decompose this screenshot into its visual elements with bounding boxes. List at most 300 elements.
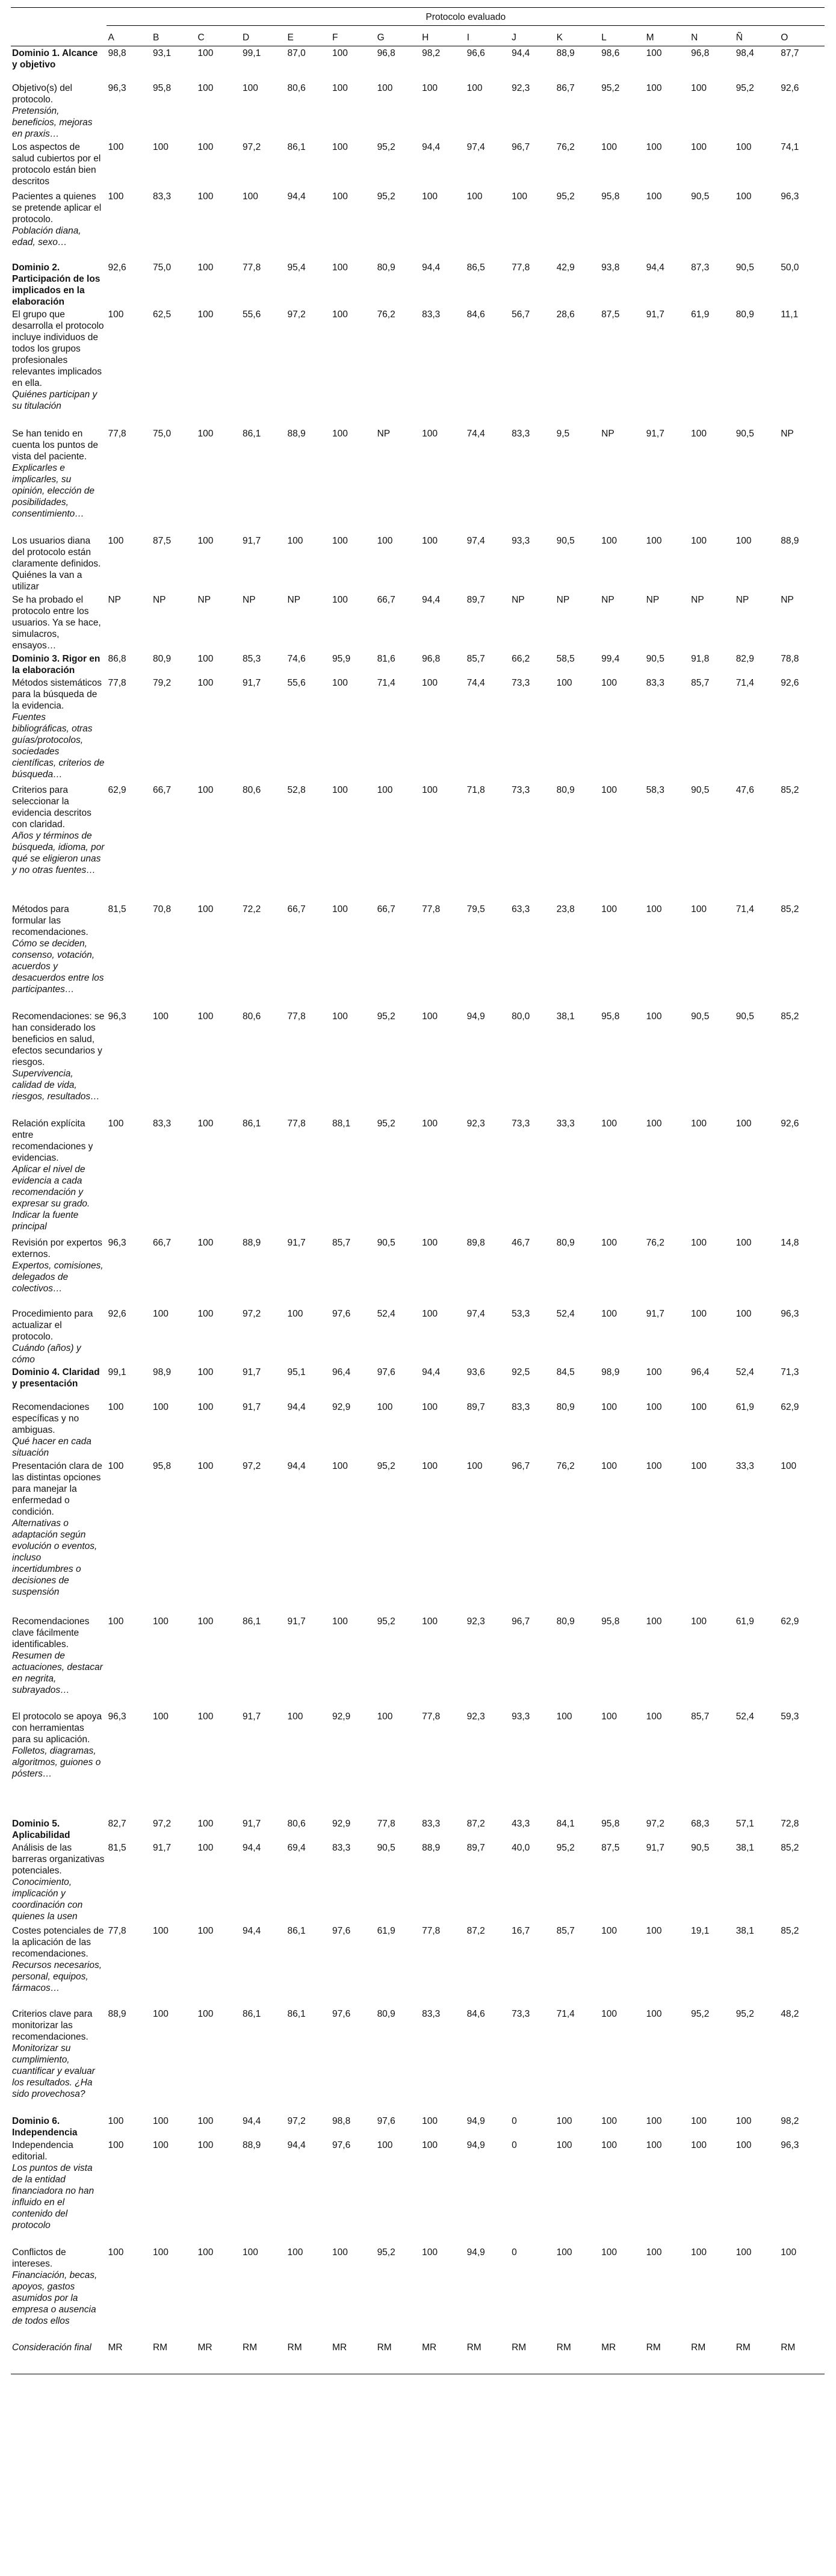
score-cell: 33,3 [735,1460,754,1471]
score-cell: 83,3 [422,2008,441,2019]
score-cell: 62,9 [108,784,126,795]
score-cell: 100 [601,2140,618,2150]
row-item-cell [11,1400,107,1459]
evaluation-table [11,7,825,2374]
score-cell: RM [779,2341,825,2374]
row-item-cell [11,81,107,140]
score-cell: 92,6 [108,1308,126,1319]
score-cell: 100 [332,535,348,546]
score-cell: 100 [422,428,438,439]
score-cell: 100 [646,535,662,546]
score-cell: 79,5 [466,904,485,914]
score-cell: 75,0 [152,262,172,273]
table-row [11,2007,825,2114]
score-cell: 40,0 [512,1842,530,1853]
score-cell: 100 [601,1460,618,1471]
score-cell: 0 [512,2115,517,2126]
table-row [11,1459,825,1615]
protocol-group-header: Protocolo evaluado [107,8,825,26]
score-cell: 88,9 [243,2140,261,2150]
score-cell: 91,7 [243,677,261,688]
score-cell: 97,4 [466,141,485,152]
score-cell: 100 [691,1401,707,1412]
score-cell: 100 [691,904,707,914]
table-row [11,427,825,534]
score-cell: 52,4 [735,1711,754,1722]
score-cell: 87,5 [152,535,172,546]
score-cell: 91,7 [287,1237,306,1248]
item-title: Métodos sistemáticos para la búsqueda de la evidencia. [12,677,102,711]
score-cell: 100 [108,1401,124,1412]
score-cell: 77,8 [287,1011,306,1022]
score-cell: 100 [197,2115,214,2126]
score-cell: 71,4 [556,2008,575,2019]
score-cell: 80,9 [377,262,395,273]
score-cell: 97,6 [332,1925,351,1936]
score-cell: 89,7 [466,1401,485,1412]
domain-row [11,261,825,308]
item-title: El protocolo se apoya con herramientas para su aplicación. [12,1711,102,1745]
score-cell: 100 [332,594,348,605]
column-header-0: A [107,26,152,46]
item-title: Métodos para formular las recomendaciones. [12,904,88,937]
score-cell: 66,7 [152,784,172,795]
score-cell: 100 [601,1118,618,1129]
score-cell: NP [512,594,525,605]
score-cell: 87,5 [601,1842,620,1853]
score-cell: NP [601,594,615,605]
score-cell: 100 [377,2140,393,2150]
score-cell: 100 [152,1616,169,1627]
score-cell: 71,3 [781,1367,799,1377]
table-row [11,1400,825,1459]
item-description: Folletos, diagramas, algoritmos, guiones o pósters… [12,1745,101,1779]
score-cell: RM [645,2341,690,2374]
score-cell: 91,7 [243,1711,261,1722]
score-cell: 91,7 [646,1308,664,1319]
score-cell: 100 [691,2247,707,2258]
row-item-cell [11,1117,107,1236]
row-item-cell [11,46,107,81]
score-cell: 82,9 [735,653,754,664]
score-cell: 85,7 [466,653,485,664]
score-cell: 85,7 [691,1711,710,1722]
score-cell: NP [197,594,211,605]
item-title: Los usuarios diana del protocolo están claramente definidos. Quiénes la van a utilizar [12,535,101,592]
column-header-10: K [556,26,601,46]
score-cell: 89,8 [466,1237,485,1248]
score-cell: 100 [332,428,348,439]
score-cell: 97,6 [332,2140,351,2150]
table-row [11,2138,825,2245]
score-cell: 99,4 [601,653,620,664]
score-cell: 94,9 [466,1011,485,1022]
score-cell: 100 [197,1118,214,1129]
score-cell: 100 [646,1460,662,1471]
score-cell: 76,2 [556,141,575,152]
score-cell: 100 [152,1711,169,1722]
score-cell: 100 [422,1401,438,1412]
score-cell: 98,9 [152,1367,172,1377]
score-cell: 95,2 [377,1118,395,1129]
score-cell: 100 [646,1616,662,1627]
score-cell: 76,2 [556,1460,575,1471]
score-cell: 94,4 [512,48,530,58]
score-cell: 88,9 [556,48,575,58]
score-cell: 73,3 [512,784,530,795]
score-cell: 94,4 [422,594,441,605]
score-cell: 33,3 [556,1118,575,1129]
score-cell: 96,7 [512,1460,530,1471]
item-description: Pretensión, beneficios, mejoras en praxis… [12,105,93,139]
score-cell: 100 [197,1308,214,1319]
score-cell: 86,5 [466,262,485,273]
score-cell: 100 [152,141,169,152]
score-cell: 100 [152,2115,169,2126]
score-cell: 100 [197,1925,214,1936]
score-cell: 93,3 [512,535,530,546]
score-cell: 85,2 [781,1011,799,1022]
score-cell: 0 [512,2247,517,2258]
score-cell: 100 [601,1711,618,1722]
score-cell: 80,9 [556,1616,575,1627]
item-description: Consideración final [12,2342,91,2353]
score-cell: 96,3 [108,1011,126,1022]
score-cell: 83,3 [152,191,172,202]
table-row [11,1710,825,1817]
score-cell: 90,5 [691,191,710,202]
table-row [11,1615,825,1710]
score-cell: 66,7 [377,594,395,605]
score-cell: 89,7 [466,1842,485,1853]
score-cell: 73,3 [512,677,530,688]
item-description: Conocimiento, implicación y coordinación con quienes la usen [12,1876,83,1922]
score-cell: 83,3 [332,1842,351,1853]
score-cell: MR [421,2341,466,2374]
score-cell: NP [287,594,301,605]
score-cell: 96,7 [512,141,530,152]
header-item-cell [11,26,107,46]
score-cell: 97,4 [466,1308,485,1319]
score-cell: 94,4 [287,191,306,202]
score-cell: 98,8 [332,2115,351,2126]
item-title: Presentación clara de las distintas opciones para manejar la enfermedad o condición. [12,1460,102,1517]
item-title: Recomendaciones clave fácilmente identificables. [12,1616,90,1650]
item-description: Supervivencia, calidad de vida, riesgos, resultados… [12,1068,100,1102]
score-cell: 98,2 [422,48,441,58]
score-cell: 52,4 [735,1367,754,1377]
score-cell: 100 [332,784,348,795]
item-title: Se ha probado el protocolo entre los usuarios. Ya se hace, simulacros, ensayos… [12,594,101,651]
score-cell: 91,8 [691,653,710,664]
score-cell: 100 [197,82,214,93]
score-cell: 80,6 [287,82,306,93]
score-cell: RM [735,2341,780,2374]
table-row [11,2245,825,2341]
score-cell: 100 [422,1460,438,1471]
score-cell: 100 [556,677,572,688]
score-cell: 92,6 [781,1118,799,1129]
score-cell: RM [286,2341,332,2374]
score-cell: 97,2 [243,1308,261,1319]
score-cell: 48,2 [781,2008,799,2019]
score-cell: 100 [332,48,348,58]
score-cell: 96,3 [781,191,799,202]
column-header-15: O [779,26,825,46]
score-cell: 85,3 [243,653,261,664]
item-description: Expertos, comisiones, delegados de colectivos… [12,1260,104,1294]
table-row [11,593,825,652]
score-cell: 82,7 [108,1818,126,1829]
score-cell: 80,9 [556,1237,575,1248]
score-cell: 83,3 [646,677,664,688]
score-cell: 84,6 [466,2008,485,2019]
row-item-cell [11,1817,107,1841]
score-cell: 92,3 [512,82,530,93]
score-cell: 100 [512,191,527,202]
score-cell: 100 [197,1460,214,1471]
score-cell: 96,8 [691,48,710,58]
score-cell: 96,6 [466,48,485,58]
item-description: Resumen de actuaciones, destacar en negrita, subrayados… [12,1650,103,1695]
score-cell: 52,4 [556,1308,575,1319]
score-cell: 100 [197,2247,214,2258]
score-cell: 14,8 [781,1237,799,1248]
score-cell: 93,8 [601,262,620,273]
score-cell: 91,7 [287,1616,306,1627]
score-cell: 93,3 [512,1711,530,1722]
domain-row [11,1365,825,1400]
score-cell: 53,3 [512,1308,530,1319]
score-cell: 95,2 [377,1616,395,1627]
score-cell: 100 [152,1401,169,1412]
score-cell: 9,5 [556,428,570,439]
score-cell: 83,3 [512,1401,530,1412]
score-cell: 61,9 [691,309,710,320]
score-cell: 91,7 [152,1842,172,1853]
score-cell: 100 [646,1925,662,1936]
score-cell: 91,7 [243,1401,261,1412]
score-cell: 95,2 [377,191,395,202]
score-cell: 100 [466,82,483,93]
score-cell: 99,1 [243,48,261,58]
score-cell: 100 [108,2140,124,2150]
score-cell: 88,9 [781,535,799,546]
score-cell: 94,4 [422,141,441,152]
score-cell: 100 [646,2115,662,2126]
score-cell: 97,6 [377,1367,395,1377]
row-item-cell [11,1924,107,2007]
score-cell: 57,1 [735,1818,754,1829]
score-cell: 100 [735,191,752,202]
domain-title: Dominio 3. Rigor en la elaboración [12,653,101,675]
score-cell: 100 [197,428,214,439]
score-cell: 100 [691,428,707,439]
score-cell: 95,4 [287,262,306,273]
score-cell: 52,4 [377,1308,395,1319]
score-cell: 100 [108,141,124,152]
item-title: Criterios clave para monitorizar las recomendaciones. [12,2008,93,2042]
score-cell: 95,2 [377,1460,395,1471]
score-cell: 100 [646,82,662,93]
row-item-cell [11,427,107,534]
score-cell: 88,9 [287,428,306,439]
score-cell: 100 [197,653,214,664]
score-cell: 97,6 [332,1308,351,1319]
score-cell: 100 [332,2247,348,2258]
score-cell: 55,6 [243,309,261,320]
score-cell: 100 [646,1011,662,1022]
score-cell: 99,1 [108,1367,126,1377]
score-cell: 77,8 [108,428,126,439]
score-cell: 91,7 [646,309,664,320]
score-cell: 94,9 [466,2247,485,2258]
score-cell: 77,8 [108,677,126,688]
table-row [11,308,825,427]
score-cell: 100 [332,82,348,93]
score-cell: 100 [466,191,483,202]
item-description: Monitorizar su cumplimiento, cuantificar y evaluar los resultados. ¿Ha sido provechosa? [12,2043,95,2099]
score-cell: 100 [646,141,662,152]
score-cell: 100 [422,1118,438,1129]
score-cell: 100 [197,904,214,914]
table-row [11,1236,825,1307]
item-description: Población diana, edad, sexo… [12,225,81,247]
column-letters-header [11,26,825,46]
score-cell: 80,6 [243,784,261,795]
score-cell: 98,4 [735,48,754,58]
score-cell: 96,3 [108,1237,126,1248]
score-cell: 93,1 [152,48,172,58]
item-title: Recomendaciones: se han considerado los beneficios en salud, efectos secundarios y riesgos. [12,1011,105,1067]
score-cell: 100 [108,1616,124,1627]
score-cell: 85,7 [556,1925,575,1936]
score-cell: 92,3 [466,1118,485,1129]
score-cell: NP [108,594,122,605]
item-title: Análisis de las barreras organizativas potenciales. [12,1842,105,1876]
score-cell: 74,4 [466,428,485,439]
item-title: Criterios para seleccionar la evidencia descritos con claridad. [12,784,91,830]
table-row [11,2341,825,2374]
score-cell: 100 [735,2115,752,2126]
score-cell: MR [331,2341,376,2374]
column-header-2: C [197,26,242,46]
score-cell: 94,9 [466,2115,485,2126]
score-cell: 80,9 [556,1401,575,1412]
score-cell: 77,8 [108,1925,126,1936]
score-cell: 100 [152,2247,169,2258]
score-cell: 90,5 [646,653,664,664]
score-cell: 97,2 [287,309,306,320]
score-cell: 98,2 [781,2115,799,2126]
score-cell: 100 [108,2115,124,2126]
score-cell: 100 [197,1616,214,1627]
score-cell: 100 [601,2247,618,2258]
score-cell: 50,0 [781,262,799,273]
score-cell: 90,5 [691,1842,710,1853]
score-cell: NP [556,594,570,605]
score-cell: NP [377,428,391,439]
score-cell: 95,2 [377,141,395,152]
item-title: Pacientes a quienes se pretende aplicar el protocolo. [12,191,102,225]
row-item-cell [11,676,107,783]
item-title: Independencia editorial. [12,2140,73,2162]
score-cell: 71,4 [735,904,754,914]
item-title: Relación explícita entre recomendaciones y evidencias. [12,1118,93,1163]
table-row [11,902,825,1010]
score-cell: 38,1 [556,1011,575,1022]
score-cell: 97,6 [377,2115,395,2126]
table-row [11,783,825,902]
score-cell: 61,9 [377,1925,395,1936]
score-cell: 100 [152,1925,169,1936]
score-cell: 100 [691,2140,707,2150]
score-cell: 100 [108,309,124,320]
score-cell: 89,7 [466,594,485,605]
table-row [11,534,825,593]
item-description: Alternativas o adaptación según evolución o eventos, incluso incertidumbres o decisiones de suspensión [12,1518,98,1597]
score-cell: 95,1 [287,1367,306,1377]
score-cell: 100 [691,82,707,93]
score-cell: RM [510,2341,556,2374]
score-cell: 92,9 [332,1711,351,1722]
score-cell: 47,6 [735,784,754,795]
score-cell: 100 [422,535,438,546]
score-cell: 74,4 [466,677,485,688]
score-cell: 86,1 [287,2008,306,2019]
score-cell: 100 [108,1118,124,1129]
score-cell: 62,9 [781,1401,799,1412]
score-cell: 100 [377,784,393,795]
score-cell: 96,8 [422,653,441,664]
score-cell: 74,1 [781,141,799,152]
score-cell: RM [466,2341,511,2374]
domain-title: Dominio 1. Alcance y objetivo [12,48,98,70]
column-header-8: I [466,26,511,46]
score-cell: 77,8 [422,1925,441,1936]
score-cell: 100 [735,141,752,152]
score-cell: 86,1 [243,2008,261,2019]
row-item-cell [11,308,107,427]
score-cell: MR [107,2341,152,2374]
score-cell: 95,8 [152,1460,172,1471]
score-cell: 81,5 [108,904,126,914]
score-cell: 100 [332,1011,348,1022]
row-item-cell [11,1841,107,1924]
score-cell: 92,3 [466,1711,485,1722]
score-cell: 91,7 [646,428,664,439]
score-cell: 100 [691,535,707,546]
score-cell: 100 [556,2247,572,2258]
score-cell: 100 [332,904,348,914]
score-cell: 100 [332,1460,348,1471]
score-cell: 83,3 [422,309,441,320]
score-cell: 95,8 [601,191,620,202]
score-cell: 100 [332,677,348,688]
row-item-cell [11,2007,107,2114]
score-cell: 95,2 [691,2008,710,2019]
score-cell: 92,6 [781,677,799,688]
score-cell: 95,2 [556,191,575,202]
score-cell: 85,7 [332,1237,351,1248]
score-cell: 87,2 [466,1818,485,1829]
score-cell: 91,7 [243,1818,261,1829]
table-row [11,676,825,783]
score-cell: 91,7 [243,1367,261,1377]
score-cell: 97,2 [646,1818,664,1829]
row-item-cell [11,783,107,902]
score-cell: 85,2 [781,784,799,795]
